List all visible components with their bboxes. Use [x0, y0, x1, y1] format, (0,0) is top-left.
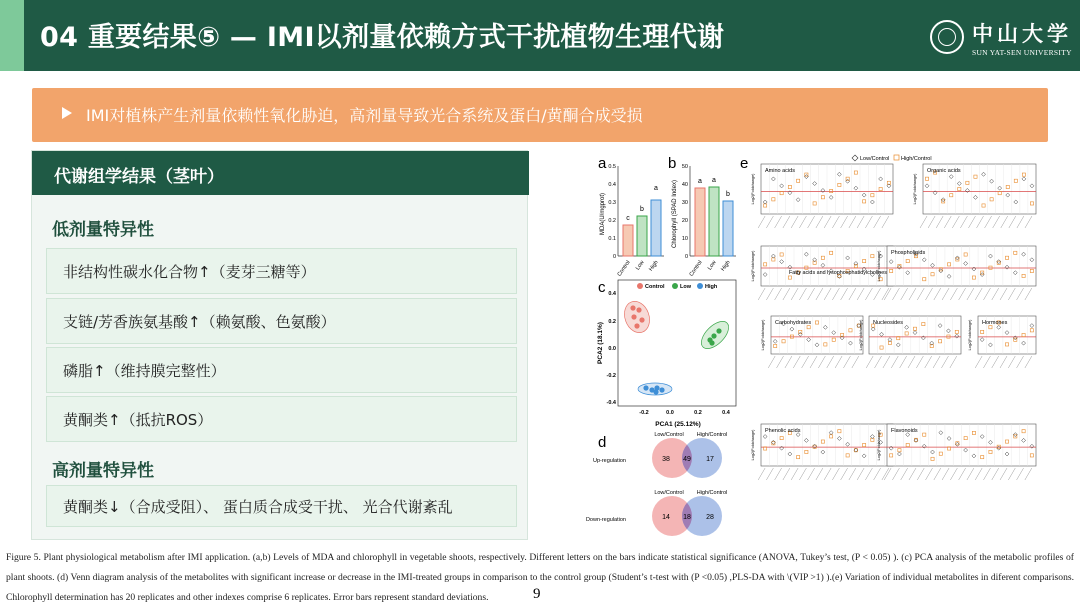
group-label: High: [720, 259, 732, 273]
chl-bar-low: [709, 187, 719, 256]
pca-legend-high: High: [705, 284, 718, 290]
metabolite-panels: [751, 164, 1036, 480]
group-label: Low: [634, 259, 646, 272]
venn-count: 38: [662, 456, 670, 463]
group-label: High: [648, 259, 660, 273]
header-accent: [0, 0, 24, 71]
e-legend-low: Low/Control: [860, 156, 890, 162]
chl-bar-control: [695, 188, 705, 256]
tick-label: 0: [612, 254, 616, 260]
chlorophyll-axis-label: Chlorophyll (SPAD Index): [672, 180, 678, 248]
pca-legend-low: Low: [680, 284, 691, 290]
pca-plot: [597, 280, 736, 428]
tick-label: -0.2: [639, 410, 649, 416]
metabolite-panel: [968, 316, 1036, 368]
panel-header: [32, 151, 529, 195]
venn-count: 18: [683, 514, 691, 521]
banner-text: IMI对植株产生剂量依赖性氧化胁迫，高剂量导致光合系统及蛋白/黄酮合成受损: [86, 106, 643, 125]
venn-label-left: Low/Control: [654, 432, 684, 438]
logo-chinese-name: 中山大学: [972, 21, 1072, 46]
tick-label: 10: [681, 236, 688, 242]
sig-letter: b: [726, 191, 730, 198]
tick-label: 0.2: [608, 319, 616, 325]
metabolite-panel: [913, 164, 1036, 228]
group-label: Control: [688, 259, 704, 278]
panel-letter-e: e: [740, 155, 749, 172]
mda-bar-chart: [600, 164, 664, 278]
metabolite-panel-title: Flavonoids: [891, 428, 918, 434]
chlorophyll-bar-chart: [672, 164, 736, 278]
tick-label: 0.0: [608, 346, 616, 352]
tick-label: -0.4: [606, 400, 616, 406]
university-logo: [930, 14, 1070, 60]
panel-letter-d: d: [598, 434, 607, 451]
metabolite-panel-title: Fatty acids and lysophosphatidylcholines: [789, 270, 888, 276]
venn-count: 28: [706, 514, 714, 521]
results-figure: [585, 152, 1040, 544]
group-label: Low: [706, 259, 718, 272]
chl-bar-high: [723, 201, 733, 256]
tick-label: 0.0: [666, 410, 674, 416]
low-dose-item: 支链/芳香族氨基酸↑（赖氨酸、色氨酸）: [46, 298, 517, 344]
play-arrow-icon: [62, 107, 72, 119]
venn-count: 14: [662, 514, 670, 521]
tick-label: 20: [681, 218, 688, 224]
e-axis-label: Log2(Foldchange): [761, 319, 765, 351]
sig-letter: b: [640, 206, 644, 213]
e-axis-label: Log2(Foldchange): [913, 173, 917, 205]
venn-up: [593, 432, 727, 478]
metabolite-panel: [877, 424, 1036, 480]
metabolite-panel-title: Organic acids: [927, 168, 961, 174]
venn-row-label: Up-regulation: [592, 458, 626, 464]
university-seal-icon: [930, 20, 964, 54]
sig-letter: a: [698, 178, 702, 185]
slide-title: 04 重要结果⑤ — IMI以剂量依赖方式干扰植物生理代谢: [40, 22, 725, 53]
tick-label: 0.3: [608, 200, 616, 206]
tick-label: 0.1: [608, 236, 616, 242]
metabolite-panel: [751, 164, 893, 228]
venn-count: 17: [706, 456, 714, 463]
sig-letter: c: [626, 215, 630, 222]
pca-y-axis-label: PCA2 (18.1%): [597, 322, 604, 364]
tick-label: 40: [681, 182, 688, 188]
sig-letter: a: [654, 185, 658, 192]
metabolite-panel-title: Amino acids: [765, 168, 795, 174]
tick-label: -0.2: [606, 373, 616, 379]
metabolite-panel-title: Hormones: [982, 320, 1008, 326]
tick-label: 0.4: [722, 410, 730, 416]
logo-english-name: SUN YAT-SEN UNIVERSITY: [972, 48, 1072, 57]
mda-bar-control: [623, 225, 633, 256]
e-axis-label: Log2(Foldchange): [751, 429, 755, 461]
low-dose-heading: 低剂量特异性: [52, 220, 154, 240]
mda-bar-high: [651, 200, 661, 256]
venn-down: [586, 490, 727, 536]
metabolite-panel-title: Phospholipids: [891, 250, 926, 256]
e-axis-label: Log2(Foldchange): [751, 250, 755, 282]
e-axis-label: Log2(Foldchange): [877, 250, 881, 282]
key-finding-banner: [32, 88, 1048, 142]
tick-label: 0.5: [608, 164, 616, 170]
tick-label: 0.4: [608, 291, 616, 297]
page-number: 9: [533, 586, 541, 602]
high-dose-item: 黄酮类↓（合成受阻）、 蛋白质合成受干扰、 光合代谢紊乱: [46, 485, 517, 527]
tick-label: 0.4: [608, 182, 616, 188]
tick-label: 0.2: [608, 218, 616, 224]
venn-row-label: Down-regulation: [585, 517, 626, 523]
metabolomics-panel: [31, 150, 528, 540]
e-axis-label: Log2(Foldchange): [877, 429, 881, 461]
low-dose-item: 非结构性碳水化合物↑（麦芽三糖等）: [46, 248, 517, 294]
header-bar: [0, 0, 1080, 71]
metabolite-panel: [761, 316, 863, 368]
tick-label: 0: [684, 254, 688, 260]
tick-label: 50: [681, 164, 688, 170]
e-axis-label: Log2(Foldchange): [751, 173, 755, 205]
group-label: Control: [616, 259, 632, 278]
metabolite-panel-title: Carbohydrates: [775, 320, 812, 326]
low-dose-item: 磷脂↑（维持膜完整性）: [46, 347, 517, 393]
mda-bar-low: [637, 216, 647, 256]
metabolite-panel: [751, 424, 893, 480]
metabolite-panel: [877, 246, 1036, 300]
e-axis-label: Log2(Foldchange): [859, 319, 863, 351]
e-legend-high: High/Control: [901, 156, 932, 162]
venn-label-left: Low/Control: [654, 490, 684, 496]
e-axis-label: Log2(Foldchange): [968, 319, 972, 351]
panel-letter-b: b: [668, 155, 677, 172]
mda-axis-label: MDA(U/mgprot): [600, 192, 606, 236]
high-dose-heading: 高剂量特异性: [52, 461, 154, 481]
panel-letter-a: a: [598, 155, 607, 172]
metabolite-panel: [751, 246, 893, 300]
e-legend: [852, 155, 932, 162]
metabolite-panel: [859, 316, 961, 368]
panel-letter-c: c: [598, 279, 606, 296]
panel-title: 代谢组学结果（茎叶）: [54, 167, 224, 187]
low-dose-item: 黄酮类↑（抵抗ROS）: [46, 396, 517, 442]
metabolite-panel-title: Nucleosides: [873, 320, 903, 326]
tick-label: 30: [681, 200, 688, 206]
tick-label: 0.2: [694, 410, 702, 416]
venn-count: 49: [683, 456, 691, 463]
pca-x-axis-label: PCA1 (25.12%): [655, 421, 701, 428]
pca-legend-control: Control: [645, 284, 665, 290]
figure-caption: Figure 5. Plant physiological metabolism after IMI application. (a,b) Levels of MDA and chlorophyll in vegetable shoots, respectively. Different letters on the bars indicate statistical significance (ANOVA, Tukey’s test, (P < 0.05) ). (c) PCA analysis of the metabolic profiles of plant shoots. (d) Venn diagram analysis of the metabolites with significant increase or decrease in the IMI-treated groups in comparison to the control group (Student’s t-test with (P <0.05) ,PLS-DA with \(VIP >1) ).(e) Variation of individual metabolites in diferent comparisons. Chlorophyll determination has 20 replicates and other indexes comprise 6 replicates. Error bars represent standard deviations.: [6, 552, 1074, 603]
venn-label-right: High/Control: [696, 490, 728, 496]
metabolite-panel-title: Phenolic acids: [765, 428, 801, 434]
sig-letter: a: [712, 177, 716, 184]
venn-label-right: High/Control: [696, 432, 728, 438]
